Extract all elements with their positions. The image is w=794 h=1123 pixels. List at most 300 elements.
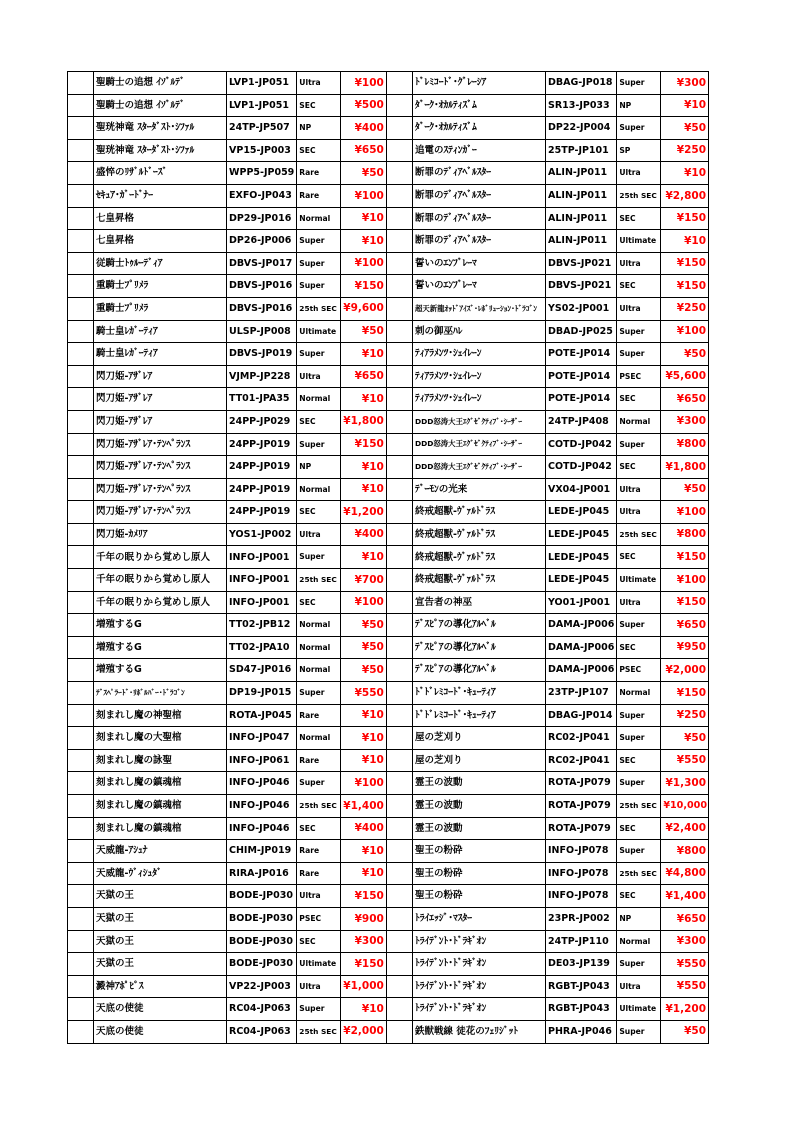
card-name-cell: 終戒超獸-ｳﾞｧﾙﾄﾞﾗｽ: [413, 569, 546, 592]
rarity-cell: Super: [617, 433, 661, 456]
row-spacer-cell: [387, 275, 413, 298]
card-name-cell: 聖王の粉砕: [413, 885, 546, 908]
row-spacer-cell: [387, 117, 413, 140]
price-cell: ¥150: [661, 546, 709, 569]
table-row: [387, 230, 709, 253]
card-code-cell: 24PP-JP029: [227, 410, 297, 433]
table-row: [387, 817, 709, 840]
card-name-cell: 宣告者の神巫: [413, 591, 546, 614]
price-cell: ¥10: [341, 478, 387, 501]
card-code-cell: LVP1-JP051: [227, 72, 297, 95]
table-row: [68, 275, 387, 298]
card-code-cell: ROTA-JP079: [546, 772, 617, 795]
card-code-cell: ALIN-JP011: [546, 207, 617, 230]
row-spacer-cell: [68, 953, 94, 976]
price-cell: ¥10,000: [661, 795, 709, 818]
price-cell: ¥400: [341, 117, 387, 140]
card-name-cell: 閃刀姫-ｱｻﾞﾚｱ･ﾃﾝﾍﾟﾗﾝｽ: [94, 478, 227, 501]
price-cell: ¥650: [661, 907, 709, 930]
card-name-cell: 増殖するG: [94, 614, 227, 637]
card-name-cell: 聖騎士の追想 ｲｿﾞﾙﾃﾞ: [94, 94, 227, 117]
table-row: [387, 162, 709, 185]
table-row: [68, 546, 387, 569]
price-cell: ¥150: [661, 252, 709, 275]
card-code-cell: BODE-JP030: [227, 885, 297, 908]
table-row: [68, 478, 387, 501]
card-name-cell: 超天新龍ｵｯﾄﾞｱｲｽﾞ･ﾚﾎﾞﾘｭｰｼｮﾝ･ﾄﾞﾗｺﾞﾝ: [413, 297, 546, 320]
row-spacer-cell: [387, 682, 413, 705]
card-name-cell: 終戒超獸-ｳﾞｧﾙﾄﾞﾗｽ: [413, 546, 546, 569]
card-code-cell: DP19-JP015: [227, 682, 297, 705]
price-cell: ¥250: [661, 139, 709, 162]
table-row: [68, 795, 387, 818]
price-cell: ¥150: [341, 885, 387, 908]
card-code-cell: BODE-JP030: [227, 930, 297, 953]
card-name-cell: ﾃｨｱﾗﾒﾝﾂ･ｼｪｲﾚｰﾝ: [413, 365, 546, 388]
card-name-cell: 天威龍-ｱｼｭﾅ: [94, 840, 227, 863]
price-cell: ¥100: [661, 569, 709, 592]
table-row: [387, 252, 709, 275]
price-cell: ¥10: [341, 456, 387, 479]
card-code-cell: DBVS-JP019: [227, 343, 297, 366]
price-cell: ¥50: [341, 636, 387, 659]
price-cell: ¥300: [661, 72, 709, 95]
row-spacer-cell: [68, 569, 94, 592]
row-spacer-cell: [387, 975, 413, 998]
card-code-cell: RGBT-JP043: [546, 998, 617, 1021]
table-row: [68, 953, 387, 976]
price-cell: ¥150: [661, 591, 709, 614]
card-code-cell: ROTA-JP045: [227, 704, 297, 727]
rarity-cell: Super: [617, 72, 661, 95]
rarity-cell: Ultimate: [297, 320, 341, 343]
card-code-cell: POTE-JP014: [546, 343, 617, 366]
card-name-cell: 増殖するG: [94, 636, 227, 659]
rarity-cell: Super: [297, 772, 341, 795]
row-spacer-cell: [68, 840, 94, 863]
table-row: [68, 817, 387, 840]
table-row: [68, 614, 387, 637]
row-spacer-cell: [387, 795, 413, 818]
row-spacer-cell: [68, 117, 94, 140]
card-code-cell: EXFO-JP043: [227, 184, 297, 207]
row-spacer-cell: [387, 569, 413, 592]
rarity-cell: Super: [617, 343, 661, 366]
row-spacer-cell: [68, 162, 94, 185]
row-spacer-cell: [68, 885, 94, 908]
rarity-cell: SEC: [617, 456, 661, 479]
card-code-cell: DE03-JP139: [546, 953, 617, 976]
card-code-cell: ROTA-JP079: [546, 817, 617, 840]
card-code-cell: VX04-JP001: [546, 478, 617, 501]
rarity-cell: SEC: [617, 546, 661, 569]
table-row: [387, 184, 709, 207]
row-spacer-cell: [68, 795, 94, 818]
table-row: [68, 230, 387, 253]
row-spacer-cell: [68, 749, 94, 772]
rarity-cell: Normal: [297, 636, 341, 659]
card-code-cell: CHIM-JP019: [227, 840, 297, 863]
card-code-cell: RC02-JP041: [546, 727, 617, 750]
card-name-cell: 断罪のﾃﾞｨｱﾍﾞﾙｽﾀｰ: [413, 207, 546, 230]
table-row: [387, 930, 709, 953]
card-name-cell: ﾄﾗｲﾃﾞﾝﾄ･ﾄﾞﾗｷﾞｵﾝ: [413, 930, 546, 953]
row-spacer-cell: [68, 636, 94, 659]
rarity-cell: Ultra: [297, 975, 341, 998]
table-row: [68, 704, 387, 727]
table-row: [387, 117, 709, 140]
row-spacer-cell: [68, 930, 94, 953]
card-name-cell: 増殖するG: [94, 659, 227, 682]
card-code-cell: 23PR-JP002: [546, 907, 617, 930]
table-row: [387, 1020, 709, 1043]
row-spacer-cell: [68, 727, 94, 750]
card-code-cell: INFO-JP046: [227, 772, 297, 795]
rarity-cell: Super: [617, 117, 661, 140]
card-code-cell: ALIN-JP011: [546, 230, 617, 253]
card-code-cell: SD47-JP016: [227, 659, 297, 682]
table-row: [387, 139, 709, 162]
card-code-cell: DBVS-JP021: [546, 275, 617, 298]
price-cell: ¥950: [661, 636, 709, 659]
table-row: [387, 546, 709, 569]
row-spacer-cell: [387, 252, 413, 275]
row-spacer-cell: [387, 139, 413, 162]
price-cell: ¥300: [341, 930, 387, 953]
table-row: [68, 975, 387, 998]
table-row: [387, 727, 709, 750]
rarity-cell: Ultra: [297, 885, 341, 908]
rarity-cell: Normal: [297, 659, 341, 682]
price-cell: ¥10: [341, 998, 387, 1021]
row-spacer-cell: [387, 388, 413, 411]
price-cell: ¥150: [341, 275, 387, 298]
row-spacer-cell: [68, 907, 94, 930]
card-code-cell: 23TP-JP107: [546, 682, 617, 705]
row-spacer-cell: [387, 72, 413, 95]
rarity-cell: SEC: [297, 501, 341, 524]
rarity-cell: Normal: [297, 207, 341, 230]
rarity-cell: Ultimate: [617, 998, 661, 1021]
card-name-cell: ﾀﾞｰｸ･ｵｶﾙﾃｨｽﾞﾑ: [413, 117, 546, 140]
table-row: [68, 184, 387, 207]
card-code-cell: 24PP-JP019: [227, 456, 297, 479]
table-row: [68, 410, 387, 433]
card-code-cell: INFO-JP001: [227, 591, 297, 614]
price-cell: ¥10: [341, 727, 387, 750]
row-spacer-cell: [68, 998, 94, 1021]
card-name-cell: ﾀﾞｰｸ･ｵｶﾙﾃｨｽﾞﾑ: [413, 94, 546, 117]
rarity-cell: 25th SEC: [617, 862, 661, 885]
price-cell: ¥800: [661, 840, 709, 863]
rarity-cell: Rare: [297, 704, 341, 727]
card-name-cell: 誓いのｴﾝﾌﾞﾚｰﾏ: [413, 252, 546, 275]
table-row: [68, 139, 387, 162]
card-code-cell: PHRA-JP046: [546, 1020, 617, 1043]
price-cell: ¥150: [341, 953, 387, 976]
row-spacer-cell: [68, 772, 94, 795]
price-cell: ¥1,300: [661, 772, 709, 795]
card-code-cell: INFO-JP047: [227, 727, 297, 750]
table-row: [68, 907, 387, 930]
row-spacer-cell: [387, 320, 413, 343]
price-cell: ¥150: [661, 275, 709, 298]
rarity-cell: Normal: [617, 930, 661, 953]
rarity-cell: Super: [617, 614, 661, 637]
card-name-cell: ﾄﾗｲﾃﾞﾝﾄ･ﾄﾞﾗｷﾞｵﾝ: [413, 953, 546, 976]
table-row: [387, 410, 709, 433]
card-name-cell: 刻まれし魔の鎮魂棺: [94, 772, 227, 795]
card-code-cell: DP22-JP004: [546, 117, 617, 140]
rarity-cell: Super: [617, 953, 661, 976]
price-cell: ¥650: [341, 139, 387, 162]
card-name-cell: ﾄﾞﾄﾞﾚﾐｺｰﾄﾞ･ｷｭｰﾃｨｱ: [413, 682, 546, 705]
row-spacer-cell: [68, 704, 94, 727]
card-code-cell: YO01-JP001: [546, 591, 617, 614]
rarity-cell: SP: [617, 139, 661, 162]
rarity-cell: Super: [617, 1020, 661, 1043]
table-row: [68, 456, 387, 479]
rarity-cell: Ultra: [297, 72, 341, 95]
price-cell: ¥250: [661, 704, 709, 727]
card-name-cell: ﾃｨｱﾗﾒﾝﾂ･ｼｪｲﾚｰﾝ: [413, 388, 546, 411]
card-name-cell: 天獄の王: [94, 907, 227, 930]
card-name-cell: ﾄﾞﾚﾐｺｰﾄﾞ･ｸﾞﾚｰｼｱ: [413, 72, 546, 95]
rarity-cell: Ultra: [617, 162, 661, 185]
row-spacer-cell: [387, 953, 413, 976]
table-row: [68, 772, 387, 795]
card-code-cell: INFO-JP078: [546, 885, 617, 908]
price-cell: ¥2,400: [661, 817, 709, 840]
card-name-cell: ﾄﾗｲｴｯｼﾞ･ﾏｽﾀｰ: [413, 907, 546, 930]
table-row: [68, 388, 387, 411]
rarity-cell: Ultra: [297, 365, 341, 388]
table-row: [387, 569, 709, 592]
card-name-cell: 終戒超獸-ｳﾞｧﾙﾄﾞﾗｽ: [413, 523, 546, 546]
price-cell: ¥10: [341, 749, 387, 772]
card-name-cell: ﾃﾞｽﾋﾟｱの導化ｱﾙﾍﾞﾙ: [413, 614, 546, 637]
card-code-cell: RGBT-JP043: [546, 975, 617, 998]
price-cell: ¥100: [341, 184, 387, 207]
card-code-cell: 24PP-JP019: [227, 478, 297, 501]
card-code-cell: 24TP-JP408: [546, 410, 617, 433]
table-row: [68, 72, 387, 95]
price-cell: ¥100: [341, 772, 387, 795]
price-table-left: [67, 71, 387, 1044]
rarity-cell: Ultra: [617, 591, 661, 614]
card-code-cell: 24TP-JP507: [227, 117, 297, 140]
row-spacer-cell: [387, 297, 413, 320]
card-name-cell: 聖王の粉砕: [413, 862, 546, 885]
row-spacer-cell: [387, 591, 413, 614]
card-name-cell: 聖珖神竜 ｽﾀｰﾀﾞｽﾄ･ｼﾌｧﾙ: [94, 117, 227, 140]
price-cell: ¥4,800: [661, 862, 709, 885]
card-code-cell: ULSP-JP008: [227, 320, 297, 343]
row-spacer-cell: [68, 72, 94, 95]
table-row: [68, 207, 387, 230]
row-spacer-cell: [68, 410, 94, 433]
rarity-cell: Super: [617, 320, 661, 343]
table-row: [387, 591, 709, 614]
card-code-cell: COTD-JP042: [546, 456, 617, 479]
rarity-cell: 25th SEC: [297, 569, 341, 592]
table-row: [387, 365, 709, 388]
table-row: [387, 388, 709, 411]
card-code-cell: BODE-JP030: [227, 907, 297, 930]
card-name-cell: 屋の芝刈り: [413, 749, 546, 772]
rarity-cell: Ultra: [297, 523, 341, 546]
price-cell: ¥400: [341, 523, 387, 546]
table-row: [68, 501, 387, 524]
price-cell: ¥10: [341, 704, 387, 727]
price-cell: ¥400: [341, 817, 387, 840]
row-spacer-cell: [387, 727, 413, 750]
price-cell: ¥2,000: [661, 659, 709, 682]
price-cell: ¥2,000: [341, 1020, 387, 1043]
row-spacer-cell: [387, 230, 413, 253]
rarity-cell: NP: [297, 456, 341, 479]
rarity-cell: PSEC: [297, 907, 341, 930]
card-name-cell: 閃刀姫-ｱｻﾞﾚｱ･ﾃﾝﾍﾟﾗﾝｽ: [94, 456, 227, 479]
card-name-cell: 天底の使徒: [94, 1020, 227, 1043]
rarity-cell: SEC: [617, 388, 661, 411]
row-spacer-cell: [68, 614, 94, 637]
card-code-cell: POTE-JP014: [546, 388, 617, 411]
table-row: [387, 320, 709, 343]
card-name-cell: DDD怒涛大王ｴｸﾞｾﾞｸﾃｨﾌﾞ･ｼｰｻﾞｰ: [413, 456, 546, 479]
card-name-cell: 騎士皇ﾚｶﾞｰﾃｨｱ: [94, 320, 227, 343]
card-code-cell: DBAG-JP018: [546, 72, 617, 95]
card-code-cell: TT02-JPB12: [227, 614, 297, 637]
rarity-cell: SEC: [297, 410, 341, 433]
price-table-left-body: [68, 72, 387, 1044]
card-code-cell: 24TP-JP110: [546, 930, 617, 953]
row-spacer-cell: [387, 930, 413, 953]
price-cell: ¥10: [341, 343, 387, 366]
row-spacer-cell: [68, 1020, 94, 1043]
price-cell: ¥650: [341, 365, 387, 388]
card-code-cell: DBVS-JP016: [227, 275, 297, 298]
table-row: [387, 998, 709, 1021]
price-cell: ¥10: [341, 207, 387, 230]
table-row: [387, 614, 709, 637]
table-row: [68, 162, 387, 185]
price-cell: ¥100: [341, 252, 387, 275]
card-name-cell: 盛悴のﾘｻﾞﾙﾄﾞｰｽﾞ: [94, 162, 227, 185]
row-spacer-cell: [68, 388, 94, 411]
card-name-cell: 千年の眠りから覚めし原人: [94, 546, 227, 569]
row-spacer-cell: [68, 591, 94, 614]
card-code-cell: DAMA-JP006: [546, 636, 617, 659]
row-spacer-cell: [387, 162, 413, 185]
price-cell: ¥100: [341, 72, 387, 95]
rarity-cell: 25th SEC: [297, 795, 341, 818]
table-row: [387, 297, 709, 320]
table-row: [68, 365, 387, 388]
table-row: [68, 320, 387, 343]
rarity-cell: PSEC: [617, 659, 661, 682]
card-name-cell: ﾃｨｱﾗﾒﾝﾂ･ｼｪｲﾚｰﾝ: [413, 343, 546, 366]
row-spacer-cell: [387, 343, 413, 366]
card-name-cell: 閃刀姫-ｱｻﾞﾚｱ･ﾃﾝﾍﾟﾗﾝｽ: [94, 501, 227, 524]
card-code-cell: DBVS-JP021: [546, 252, 617, 275]
price-cell: ¥500: [341, 94, 387, 117]
rarity-cell: Ultimate: [617, 230, 661, 253]
row-spacer-cell: [387, 433, 413, 456]
price-cell: ¥800: [661, 433, 709, 456]
card-name-cell: 騎士皇ﾚｶﾞｰﾃｨｱ: [94, 343, 227, 366]
card-name-cell: ﾃﾞｽﾋﾟｱの導化ｱﾙﾍﾞﾙ: [413, 659, 546, 682]
rarity-cell: Super: [617, 704, 661, 727]
card-name-cell: 聖王の粉砕: [413, 840, 546, 863]
table-row: [387, 907, 709, 930]
price-cell: ¥100: [341, 591, 387, 614]
card-name-cell: 霊王の波動: [413, 795, 546, 818]
table-row: [68, 749, 387, 772]
card-name-cell: DDD怒涛大王ｴｸﾞｾﾞｸﾃｨﾌﾞ･ｼｰｻﾞｰ: [413, 410, 546, 433]
card-code-cell: INFO-JP078: [546, 862, 617, 885]
rarity-cell: 25th SEC: [617, 795, 661, 818]
card-code-cell: POTE-JP014: [546, 365, 617, 388]
price-cell: ¥10: [341, 840, 387, 863]
price-cell: ¥1,000: [341, 975, 387, 998]
table-row: [68, 94, 387, 117]
row-spacer-cell: [68, 862, 94, 885]
price-cell: ¥900: [341, 907, 387, 930]
card-name-cell: 天威龍-ｳﾞｨｼｭﾀﾞ: [94, 862, 227, 885]
card-name-cell: 刻まれし魔の神聖棺: [94, 704, 227, 727]
table-row: [387, 523, 709, 546]
card-name-cell: 澱神ｱﾎﾟﾋﾟｽ: [94, 975, 227, 998]
card-code-cell: LEDE-JP045: [546, 523, 617, 546]
table-row: [387, 94, 709, 117]
table-row: [68, 1020, 387, 1043]
table-row: [387, 975, 709, 998]
card-name-cell: 閃刀姫-ｱｻﾞﾚｱ: [94, 388, 227, 411]
table-row: [387, 682, 709, 705]
card-code-cell: INFO-JP001: [227, 569, 297, 592]
rarity-cell: Super: [617, 840, 661, 863]
card-name-cell: 終戒超獸-ｳﾞｧﾙﾄﾞﾗｽ: [413, 501, 546, 524]
card-code-cell: RC04-JP063: [227, 1020, 297, 1043]
card-code-cell: ALIN-JP011: [546, 162, 617, 185]
price-cell: ¥1,400: [341, 795, 387, 818]
row-spacer-cell: [387, 410, 413, 433]
rarity-cell: Rare: [297, 862, 341, 885]
row-spacer-cell: [68, 659, 94, 682]
price-cell: ¥550: [661, 953, 709, 976]
table-row: [387, 636, 709, 659]
rarity-cell: 25th SEC: [617, 184, 661, 207]
table-row: [68, 591, 387, 614]
table-row: [387, 704, 709, 727]
row-spacer-cell: [68, 252, 94, 275]
rarity-cell: Rare: [297, 162, 341, 185]
row-spacer-cell: [387, 1020, 413, 1043]
rarity-cell: Normal: [297, 388, 341, 411]
card-name-cell: ﾄﾗｲﾃﾞﾝﾄ･ﾄﾞﾗｷﾞｵﾝ: [413, 998, 546, 1021]
card-name-cell: 閃刀姫-ｶﾒﾘｱ: [94, 523, 227, 546]
price-table-right-body: [387, 72, 709, 1044]
price-cell: ¥50: [341, 659, 387, 682]
card-code-cell: DBAD-JP025: [546, 320, 617, 343]
card-name-cell: 従騎士ﾄｩﾙｰﾃﾞｨｱ: [94, 252, 227, 275]
price-cell: ¥5,600: [661, 365, 709, 388]
rarity-cell: Normal: [297, 478, 341, 501]
card-name-cell: 天獄の王: [94, 953, 227, 976]
card-code-cell: DAMA-JP006: [546, 614, 617, 637]
table-row: [68, 117, 387, 140]
